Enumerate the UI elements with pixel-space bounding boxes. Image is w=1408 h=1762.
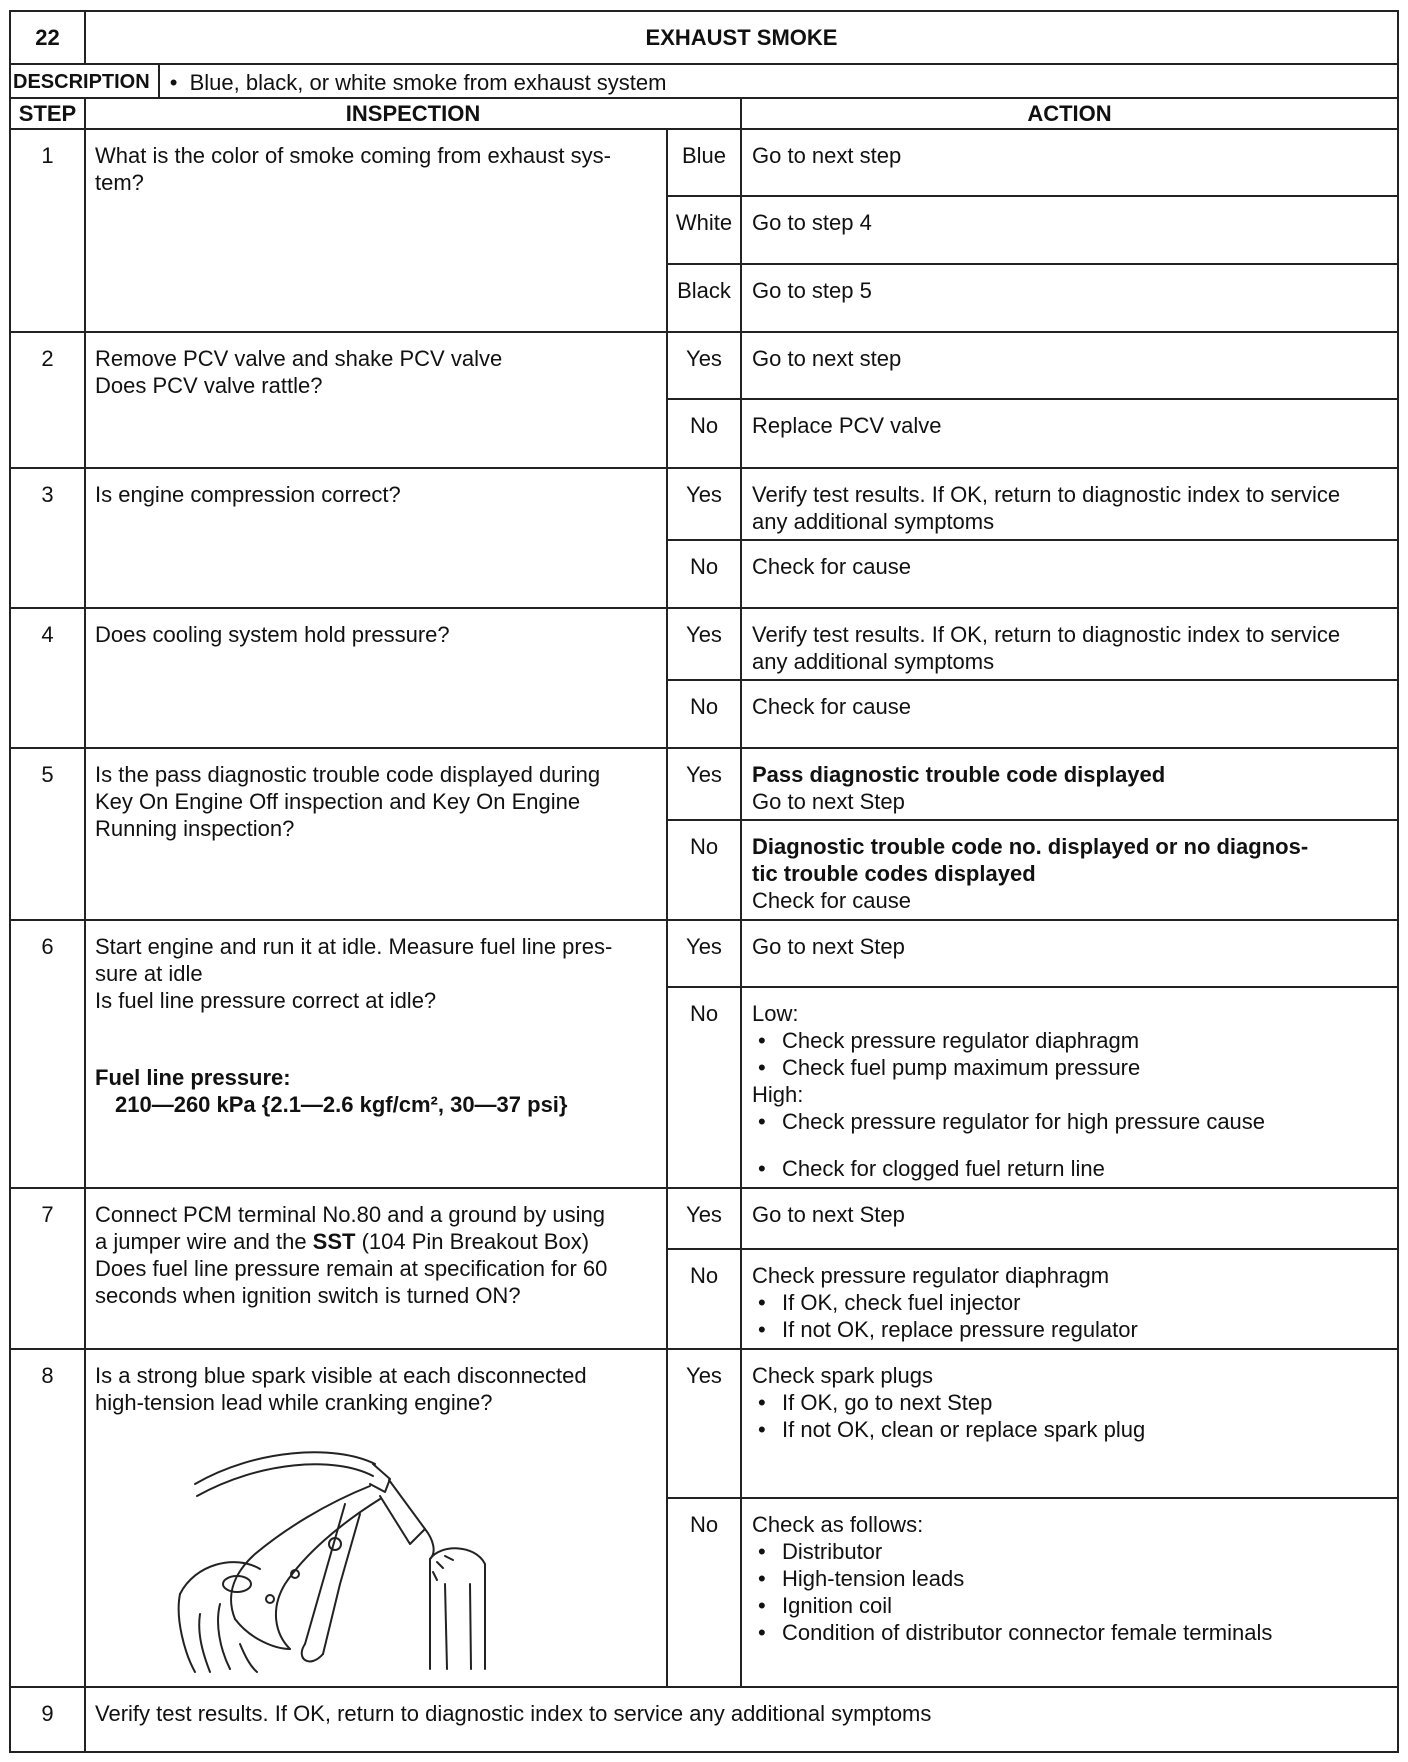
description-label: DESCRIPTION bbox=[11, 65, 160, 96]
list-item: • If OK, check fuel injector bbox=[752, 1289, 1387, 1316]
list-item: • Condition of distributor connector female terminals bbox=[752, 1619, 1387, 1646]
answer-cell: Yes bbox=[667, 1188, 741, 1248]
action-text: Go to next Step bbox=[752, 788, 905, 814]
answer-cell: No bbox=[667, 1249, 741, 1349]
action-cell bbox=[741, 820, 1398, 920]
answer-cell: No bbox=[667, 540, 741, 608]
inspection-text: What is the color of smoke coming from exhaust sys- tem? bbox=[85, 129, 667, 332]
list-item: • Check for clogged fuel return line bbox=[752, 1155, 1387, 1182]
answer-cell: Yes bbox=[667, 748, 741, 821]
list-item: • Distributor bbox=[752, 1538, 1387, 1565]
action-cell: Check for cause bbox=[741, 540, 1398, 608]
action-cell: Go to step 4 bbox=[741, 196, 1398, 264]
list-item: • Check fuel pump maximum pressure bbox=[752, 1054, 1387, 1081]
description-text: Blue, black, or white smoke from exhaust system bbox=[189, 70, 667, 96]
inspection-text: Remove PCV valve and shake PCV valve Does PCV valve rattle? bbox=[85, 332, 667, 468]
action-text: Check pressure regulator diaphragm bbox=[752, 1262, 1110, 1288]
step-number: 7 bbox=[10, 1188, 85, 1348]
answer-cell: Blue bbox=[667, 129, 741, 197]
list-item: • Ignition coil bbox=[752, 1592, 1387, 1619]
step-number: 5 bbox=[10, 748, 85, 920]
answer-cell: White bbox=[667, 196, 741, 264]
step-number: 8 bbox=[10, 1349, 85, 1688]
spark-test-illustration bbox=[175, 1444, 555, 1674]
inspection-text: Connect PCM terminal No.80 and a ground by using a jumper wire and the SST (104 Pin Breakout Box) Does fuel line pressure remain at specification for 60 seconds when ignition switch is turned ON? bbox=[85, 1188, 667, 1348]
action-cell: Replace PCV valve bbox=[741, 399, 1398, 468]
inspection-column-header: INSPECTION bbox=[85, 98, 741, 129]
answer-cell: No bbox=[667, 987, 741, 1189]
list-item: • If OK, go to next Step bbox=[752, 1389, 1387, 1416]
action-cell: Verify test results. If OK, return to diagnostic index to service any additional symptoms bbox=[741, 608, 1398, 681]
action-cell: Go to next Step bbox=[741, 920, 1398, 987]
page-title: EXHAUST SMOKE bbox=[85, 11, 1398, 64]
action-bold-text: Diagnostic trouble code no. displayed or no diagnos- tic trouble codes displayed bbox=[752, 834, 1309, 887]
step-number: 3 bbox=[10, 468, 85, 608]
bullet: • bbox=[169, 70, 178, 96]
step-column-header: STEP bbox=[10, 98, 85, 129]
list-item: • High-tension leads bbox=[752, 1565, 1387, 1592]
step-number: 4 bbox=[10, 608, 85, 748]
inspection-text: Is a strong blue spark visible at each disconnected high-tension lead while cranking engine? bbox=[85, 1349, 667, 1688]
inspection-text: Start engine and run it at idle. Measure fuel line pres- sure at idle Is fuel line pressure correct at idle? Fuel line pressure: 210—260 kPa {2.1—2.6 kgf/cm², 30—37 psi} bbox=[85, 920, 667, 1188]
action-cell: Check for cause bbox=[741, 680, 1398, 748]
final-step-text: Verify test results. If OK, return to diagnostic index to service any additional symptoms bbox=[85, 1687, 1398, 1752]
description-row bbox=[10, 64, 1398, 97]
pressure-value: 210—260 kPa {2.1—2.6 kgf/cm², 30—37 psi} bbox=[115, 1092, 568, 1118]
action-cell bbox=[741, 748, 1398, 821]
answer-cell: Yes bbox=[667, 920, 741, 987]
action-text: Check for cause bbox=[752, 888, 911, 914]
action-cell bbox=[741, 1249, 1398, 1349]
answer-cell: No bbox=[667, 399, 741, 468]
inspection-text: Does cooling system hold pressure? bbox=[85, 608, 667, 748]
answer-cell: No bbox=[667, 820, 741, 920]
action-cell bbox=[741, 1349, 1398, 1499]
action-cell: Verify test results. If OK, return to diagnostic index to service any additional symptoms bbox=[741, 468, 1398, 541]
step-number: 1 bbox=[10, 129, 85, 332]
action-cell bbox=[741, 1498, 1398, 1687]
answer-cell: Yes bbox=[667, 332, 741, 400]
answer-cell: Yes bbox=[667, 468, 741, 541]
action-column-header: ACTION bbox=[741, 98, 1398, 129]
action-cell: Go to next step bbox=[741, 332, 1398, 400]
action-cell: Go to next step bbox=[741, 129, 1398, 197]
step-number: 2 bbox=[10, 332, 85, 468]
action-cell: Go to step 5 bbox=[741, 264, 1398, 332]
list-item: • Check pressure regulator diaphragm bbox=[752, 1027, 1387, 1054]
action-text: Check as follows: bbox=[752, 1512, 924, 1538]
answer-cell: Yes bbox=[667, 608, 741, 681]
inspection-text: Is engine compression correct? bbox=[85, 468, 667, 608]
section-number: 22 bbox=[10, 11, 85, 64]
action-bold-text: Pass diagnostic trouble code displayed bbox=[752, 761, 1166, 787]
low-label: Low: bbox=[752, 1000, 799, 1026]
action-cell: Go to next Step bbox=[741, 1188, 1398, 1248]
action-cell bbox=[741, 987, 1398, 1189]
exhaust-smoke-table bbox=[9, 10, 1399, 1753]
action-text: Check spark plugs bbox=[752, 1362, 933, 1388]
step-number: 9 bbox=[10, 1687, 85, 1752]
high-label: High: bbox=[752, 1081, 804, 1107]
list-item: • Check pressure regulator for high pressure cause bbox=[752, 1108, 1387, 1135]
answer-cell: Black bbox=[667, 264, 741, 332]
step-number: 6 bbox=[10, 920, 85, 1188]
answer-cell: Yes bbox=[667, 1349, 741, 1499]
list-item: • If not OK, replace pressure regulator bbox=[752, 1316, 1387, 1343]
pressure-label: Fuel line pressure: bbox=[95, 1065, 291, 1091]
answer-cell: No bbox=[667, 680, 741, 748]
fuel-line-pressure-spec bbox=[95, 1064, 656, 1118]
list-item: • If not OK, clean or replace spark plug bbox=[752, 1416, 1387, 1443]
inspection-text: Is the pass diagnostic trouble code displayed during Key On Engine Off inspection and Key On Engine Running inspection? bbox=[85, 748, 667, 920]
answer-cell: No bbox=[667, 1498, 741, 1687]
